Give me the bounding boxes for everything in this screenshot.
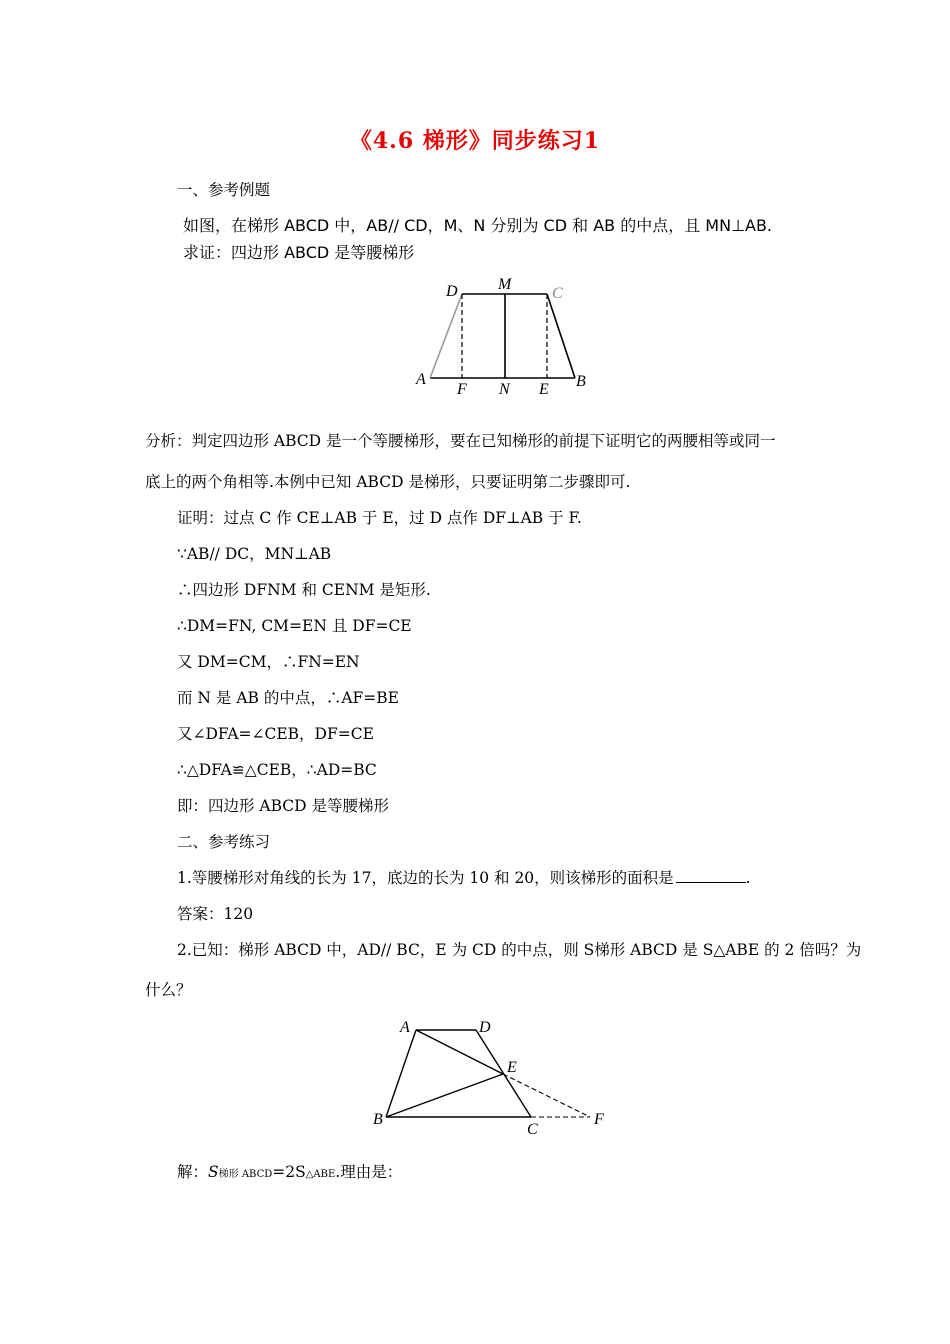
proof-line: ∴DM=FN, CM=EN 且 DF=CE xyxy=(177,617,412,635)
question-1-text: 1.等腰梯形对角线的长为 17，底边的长为 10 和 20，则该梯形的面积是 xyxy=(177,869,674,887)
question-2-line1: 2.已知：梯形 ABCD 中，AD// BC，E 为 CD 的中点，则 S梯形 ABCD 是 S△ABE 的 2 倍吗？为 xyxy=(177,941,862,959)
side-DC xyxy=(476,1030,531,1117)
label-N: N xyxy=(499,381,510,398)
label-C: C xyxy=(552,285,563,302)
label-E: E xyxy=(539,381,549,398)
area-symbol-1: S xyxy=(208,1163,219,1181)
label-E: E xyxy=(507,1059,517,1076)
problem-statement-line2: 求证：四边形 ABCD 是等腰梯形 xyxy=(183,243,415,262)
side-AD xyxy=(430,294,462,378)
segment-BE xyxy=(386,1074,503,1117)
page-title: 《4.6 梯形》同步练习1 xyxy=(349,128,601,154)
section1-heading: 一、参考例题 xyxy=(177,181,271,199)
side-AB xyxy=(386,1030,416,1117)
label-A: A xyxy=(400,1019,410,1036)
section2-heading: 二、参考练习 xyxy=(177,833,271,851)
question-2-line2: 什么？ xyxy=(145,981,192,999)
analysis-line2: 底上的两个角相等.本例中已知 ABCD 是梯形，只要证明第二步骤即可. xyxy=(145,473,631,491)
proof-line: 即：四边形 ABCD 是等腰梯形 xyxy=(177,797,390,815)
label-C: C xyxy=(527,1121,538,1138)
trapezoid-figure-1 xyxy=(400,270,610,400)
trapezoid-figure-2 xyxy=(368,1010,618,1140)
problem-statement-line1: 如图，在梯形 ABCD 中，AB// CD，M、N 分别为 CD 和 AB 的中点，且 MN⊥AB. xyxy=(183,216,773,235)
proof-line: 证明：过点 C 作 CE⊥AB 于 E，过 D 点作 DF⊥AB 于 F. xyxy=(177,509,582,527)
solution-suffix: .理由是： xyxy=(335,1163,403,1181)
solution-prefix: 解： xyxy=(177,1163,209,1181)
area-subscript-2: △ABE xyxy=(305,1169,336,1180)
area-subscript-1: 梯形 ABCD xyxy=(218,1169,273,1180)
question-1 xyxy=(177,868,751,888)
answer-1: 答案：120 xyxy=(177,905,254,923)
label-B: B xyxy=(373,1111,383,1128)
solution-line xyxy=(177,1162,402,1185)
side-BC xyxy=(547,294,575,378)
label-A: A xyxy=(416,371,426,388)
solution-mid: =2S xyxy=(272,1163,306,1181)
proof-line: 又 DM=CM，∴FN=EN xyxy=(177,653,360,671)
proof-line: 而 N 是 AB 的中点，∴AF=BE xyxy=(177,689,399,707)
analysis-line1: 分析：判定四边形 ABCD 是一个等腰梯形，要在已知梯形的前提下证明它的两腰相等或同一 xyxy=(145,432,776,450)
segment-EF xyxy=(503,1074,590,1117)
proof-line: ∴△DFA≌△CEB，∴AD=BC xyxy=(177,761,377,779)
label-D: D xyxy=(446,283,458,300)
label-F: F xyxy=(594,1111,604,1128)
label-B: B xyxy=(576,373,586,390)
label-F: F xyxy=(457,381,467,398)
label-D: D xyxy=(479,1019,491,1036)
proof-line: ∵AB// DC，MN⊥AB xyxy=(177,545,332,563)
answer-blank xyxy=(676,868,746,883)
label-M: M xyxy=(498,276,512,293)
proof-line: 又∠DFA=∠CEB，DF=CE xyxy=(177,725,374,743)
question-1-end: . xyxy=(745,869,751,887)
proof-line: ∴四边形 DFNM 和 CENM 是矩形. xyxy=(177,581,431,599)
